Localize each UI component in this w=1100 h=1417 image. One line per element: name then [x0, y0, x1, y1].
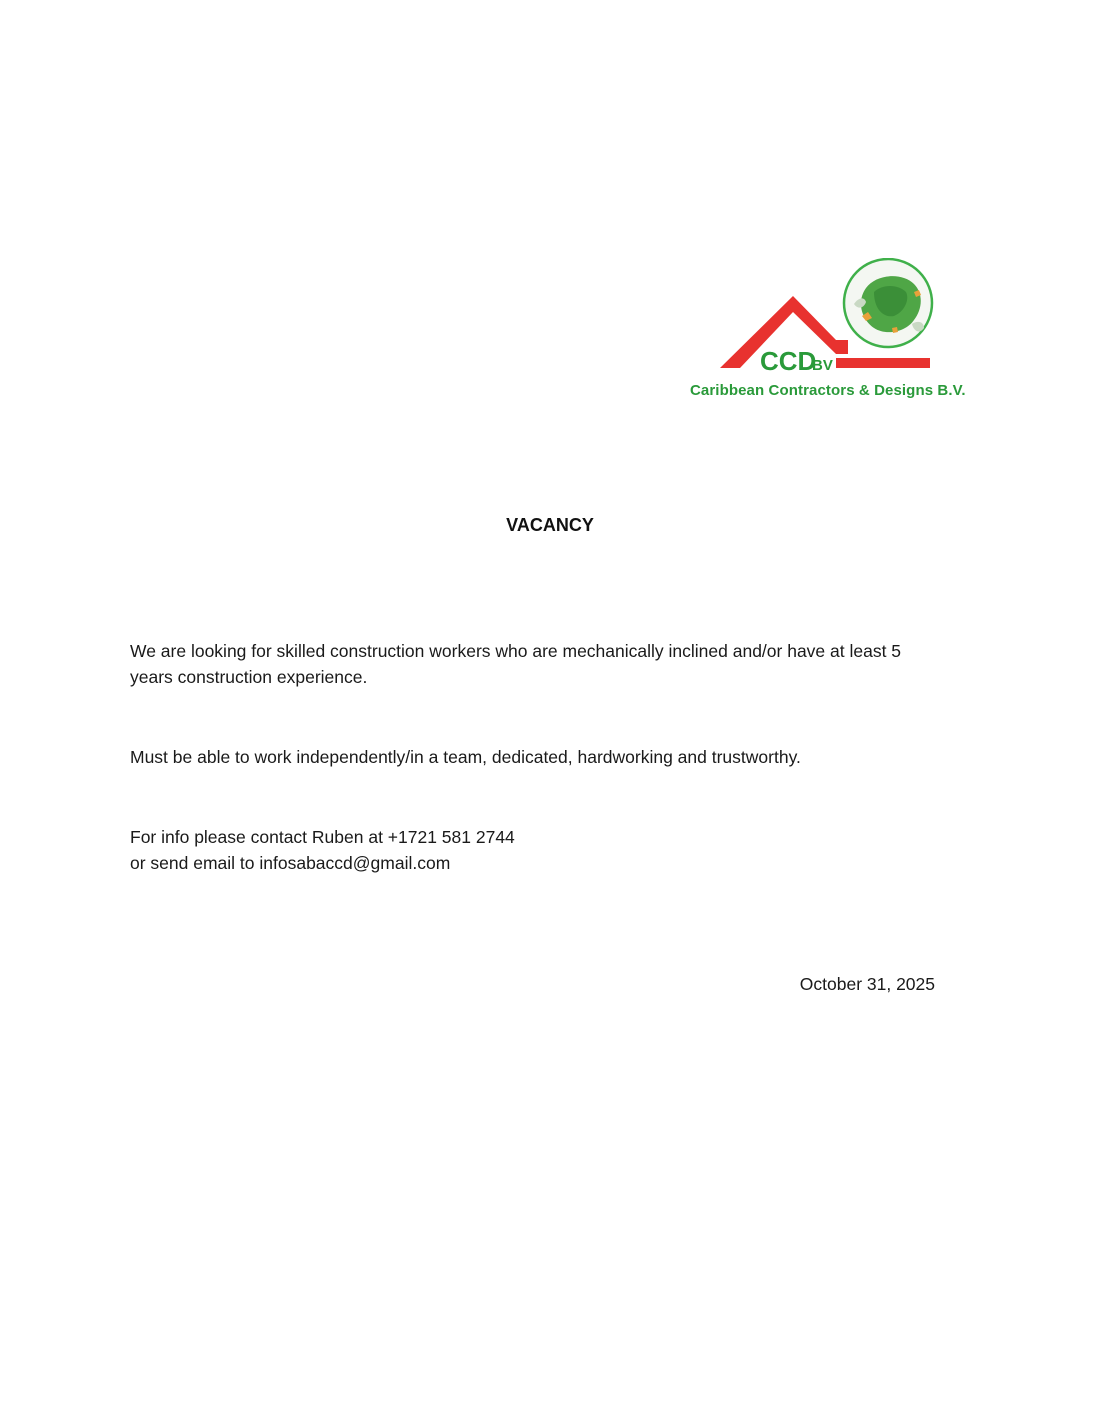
requirements-line-1: We are looking for skilled construction workers who are mechanically inclined and/or have at least 5	[130, 641, 902, 661]
page-title: VACANCY	[506, 515, 594, 535]
contact-email-line: or send email to infosabaccd@gmail.com	[130, 853, 451, 873]
qualities-line: Must be able to work independently/in a team, dedicated, hardworking and trustworthy.	[130, 747, 801, 767]
logo-mark-text: CCD	[760, 346, 817, 376]
requirements-line-2: years construction experience.	[130, 667, 368, 687]
document-date: October 31, 2025	[799, 974, 935, 994]
contact-paragraph	[130, 824, 950, 876]
logo-graphic	[688, 258, 968, 378]
island-map-icon	[844, 259, 932, 347]
requirements-paragraph	[130, 638, 950, 690]
qualities-paragraph	[130, 744, 950, 770]
company-name-caption: Caribbean Contractors & Designs B.V.	[690, 382, 966, 399]
logo-mark-suffix: BV	[812, 357, 833, 374]
contact-phone-line: For info please contact Ruben at +1721 581 2744	[130, 827, 515, 847]
